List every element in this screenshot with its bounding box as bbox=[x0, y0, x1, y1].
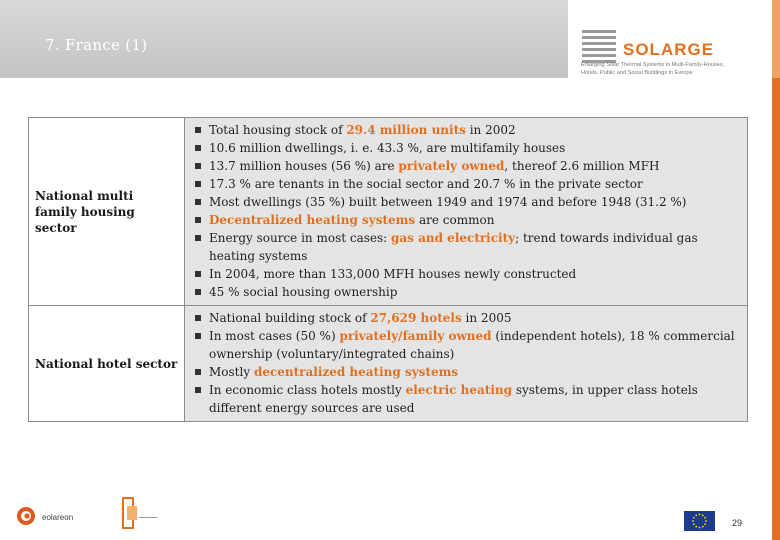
eu-star-icon bbox=[693, 523, 695, 525]
bullet-item bbox=[189, 327, 741, 363]
bullet-text: 13.7 million houses (56 %) are bbox=[209, 159, 399, 173]
eolareon-label: eolareon bbox=[42, 513, 74, 522]
eu-star-icon bbox=[695, 526, 697, 528]
bullet-text: in 2005 bbox=[461, 311, 512, 325]
bullet-list bbox=[189, 121, 741, 301]
solarge-stripes-icon bbox=[582, 30, 616, 63]
eu-star-icon bbox=[692, 520, 694, 522]
highlight-text: Decentralized heating systems bbox=[209, 213, 416, 227]
solarge-logo bbox=[580, 28, 770, 84]
bullet-item bbox=[189, 139, 741, 157]
bullet-text: are common bbox=[415, 213, 495, 227]
bullet-text: Most dwellings (35 %) built between 1949 and 1974 and before 1948 (31.2 %) bbox=[209, 195, 687, 209]
bullet-text: National building stock of bbox=[209, 311, 371, 325]
info-table bbox=[28, 117, 748, 422]
slide-title: 7. France (1) bbox=[45, 36, 148, 54]
section-label: National hotel sector bbox=[29, 306, 185, 422]
bullet-item bbox=[189, 283, 741, 301]
logo-tagline-1: Enlarging Solar Thermal Systems in Multi-Family-Houses, bbox=[581, 62, 725, 68]
bullet-item bbox=[189, 157, 741, 175]
eu-star-icon bbox=[705, 520, 707, 522]
bullet-item bbox=[189, 363, 741, 381]
bullet-item bbox=[189, 211, 741, 229]
section-content bbox=[185, 306, 748, 422]
eu-star-icon bbox=[702, 526, 704, 528]
accent-strip bbox=[772, 0, 780, 540]
highlight-text: 27,629 hotels bbox=[370, 311, 462, 325]
eu-star-icon bbox=[702, 514, 704, 516]
section-content bbox=[185, 118, 748, 306]
bullet-list bbox=[189, 309, 741, 417]
eu-star-icon bbox=[704, 523, 706, 525]
bullet-item bbox=[189, 121, 741, 139]
highlight-text: gas and electricity bbox=[391, 231, 516, 245]
bullet-item bbox=[189, 381, 741, 417]
eu-star-icon bbox=[695, 514, 697, 516]
bullet-item bbox=[189, 175, 741, 193]
bullet-text: 17.3 % are tenants in the social sector and 20.7 % in the private sector bbox=[209, 177, 643, 191]
bullet-text: systems, in upper class hotels different energy sources are used bbox=[209, 383, 698, 415]
logo-tagline-2: Hotels, Public and Social Buildings in Europe bbox=[581, 70, 693, 76]
page-number: 29 bbox=[732, 518, 743, 528]
eu-star-icon bbox=[693, 517, 695, 519]
highlight-text: privately/family owned bbox=[339, 329, 492, 343]
bullet-text: 45 % social housing ownership bbox=[209, 285, 398, 299]
bullet-text: (independent hotels), 18 % commercial ownership (voluntary/integrated chains) bbox=[209, 329, 735, 361]
bullet-text: Mostly bbox=[209, 365, 254, 379]
bullet-item bbox=[189, 229, 741, 265]
highlight-text: decentralized heating systems bbox=[253, 365, 459, 379]
highlight-text: 29.4 million units bbox=[346, 123, 466, 137]
logo-name: SOLARGE bbox=[623, 40, 715, 59]
partner-logo bbox=[118, 496, 160, 530]
bullet-text: In 2004, more than 133,000 MFH houses newly constructed bbox=[209, 267, 577, 281]
bullet-text: 10.6 million dwellings, i. e. 43.3 %, are multifamily houses bbox=[209, 141, 566, 155]
eu-flag-icon bbox=[684, 511, 715, 531]
bullet-text: ; trend towards individual gas heating systems bbox=[209, 231, 698, 263]
highlight-text: privately owned bbox=[398, 159, 505, 173]
eolareon-logo bbox=[14, 504, 94, 528]
eu-star-icon bbox=[704, 517, 706, 519]
highlight-text: electric heating bbox=[405, 383, 512, 397]
eu-star-icon bbox=[699, 514, 701, 516]
bullet-text: In most cases (50 %) bbox=[209, 329, 340, 343]
bullet-text: In economic class hotels mostly bbox=[209, 383, 406, 397]
bullet-text: Energy source in most cases: bbox=[209, 231, 392, 245]
eu-star-icon bbox=[699, 527, 701, 529]
section-row bbox=[29, 118, 748, 306]
bullet-text: in 2002 bbox=[465, 123, 516, 137]
bullet-text: , thereof 2.6 million MFH bbox=[504, 159, 660, 173]
bullet-item bbox=[189, 309, 741, 327]
section-label: National multi family housing sector bbox=[29, 118, 185, 306]
section-row bbox=[29, 306, 748, 422]
bullet-item bbox=[189, 265, 741, 283]
bullet-item bbox=[189, 193, 741, 211]
bullet-text: Total housing stock of bbox=[209, 123, 347, 137]
